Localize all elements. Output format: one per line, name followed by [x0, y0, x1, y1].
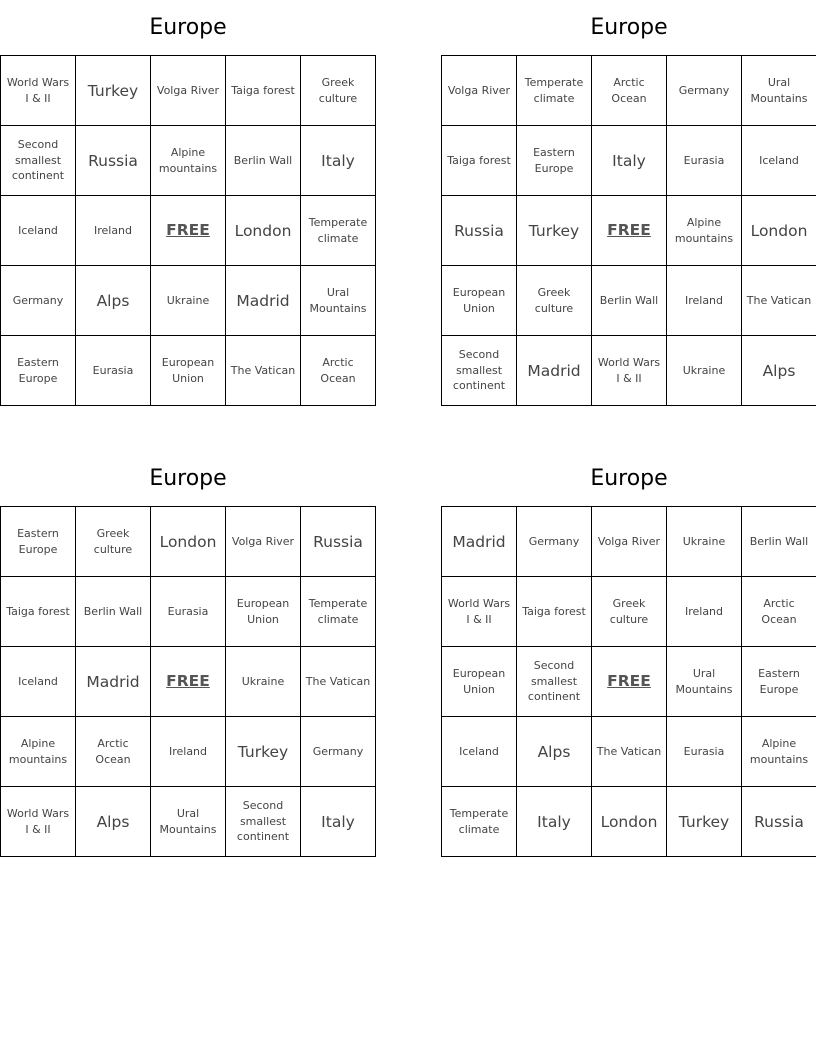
bingo-card-2 — [441, 0, 816, 406]
bingo-cell: London — [151, 507, 226, 577]
bingo-cell: Iceland — [442, 717, 517, 787]
bingo-cell: Turkey — [226, 717, 301, 787]
bingo-cell: Volga River — [226, 507, 301, 577]
card-title: Europe — [149, 15, 227, 40]
bingo-cell: Berlin Wall — [76, 577, 151, 647]
bingo-cell: World Wars I & II — [1, 56, 76, 126]
bingo-card-4 — [441, 451, 816, 857]
bingo-cell: Turkey — [667, 787, 742, 857]
bingo-cell: London — [226, 196, 301, 266]
bingo-cell: Taiga forest — [517, 577, 592, 647]
bingo-cell: World Wars I & II — [442, 577, 517, 647]
bingo-cell: Berlin Wall — [592, 266, 667, 336]
bingo-cell: Ireland — [667, 266, 742, 336]
bingo-cell: Turkey — [76, 56, 151, 126]
bingo-cell: Arctic Ocean — [592, 56, 667, 126]
bingo-cell: Alpine mountains — [742, 717, 816, 787]
bingo-cell: The Vatican — [592, 717, 667, 787]
bingo-cell: Arctic Ocean — [76, 717, 151, 787]
bingo-cell: Eurasia — [76, 336, 151, 406]
bingo-cell: Temperate climate — [517, 56, 592, 126]
bingo-grid — [441, 55, 816, 406]
bingo-cell: Ireland — [667, 577, 742, 647]
bingo-cell: Arctic Ocean — [301, 336, 376, 406]
bingo-cell: Madrid — [517, 336, 592, 406]
bingo-grid — [0, 506, 376, 857]
card-title: Europe — [590, 15, 668, 40]
bingo-cell: Ural Mountains — [667, 647, 742, 717]
bingo-cell: Alps — [76, 787, 151, 857]
bingo-cell: Alps — [76, 266, 151, 336]
bingo-cell: Eastern Europe — [1, 336, 76, 406]
bingo-grid — [0, 55, 376, 406]
bingo-cell: The Vatican — [742, 266, 816, 336]
bingo-cell: Italy — [517, 787, 592, 857]
bingo-cell: London — [592, 787, 667, 857]
bingo-cell: Alpine mountains — [151, 126, 226, 196]
bingo-cell: Iceland — [1, 196, 76, 266]
bingo-cell: Greek culture — [301, 56, 376, 126]
free-space-cell: FREE — [151, 196, 226, 266]
bingo-cell: Eurasia — [667, 126, 742, 196]
bingo-cell: Temperate climate — [301, 196, 376, 266]
bingo-cell: European Union — [226, 577, 301, 647]
bingo-cell: Italy — [592, 126, 667, 196]
bingo-cell: Ukraine — [667, 507, 742, 577]
bingo-cell: European Union — [442, 266, 517, 336]
bingo-cell: Second smallest continent — [517, 647, 592, 717]
bingo-cell: Iceland — [742, 126, 816, 196]
bingo-cell: Ural Mountains — [742, 56, 816, 126]
bingo-cell: Germany — [1, 266, 76, 336]
bingo-cell: Berlin Wall — [742, 507, 816, 577]
bingo-cell: Russia — [76, 126, 151, 196]
bingo-cell: Alpine mountains — [1, 717, 76, 787]
bingo-cell: Eurasia — [667, 717, 742, 787]
bingo-cell: The Vatican — [301, 647, 376, 717]
free-space-cell: FREE — [592, 196, 667, 266]
bingo-cell: European Union — [151, 336, 226, 406]
bingo-cell: World Wars I & II — [592, 336, 667, 406]
bingo-cell: Russia — [442, 196, 517, 266]
bingo-cell: Ireland — [151, 717, 226, 787]
bingo-cell: Ukraine — [151, 266, 226, 336]
bingo-cell: Italy — [301, 126, 376, 196]
bingo-cell: Alpine mountains — [667, 196, 742, 266]
bingo-cell: Alps — [742, 336, 816, 406]
bingo-cell: Italy — [301, 787, 376, 857]
bingo-cell: Eastern Europe — [1, 507, 76, 577]
bingo-cell: Arctic Ocean — [742, 577, 816, 647]
card-title: Europe — [149, 466, 227, 491]
bingo-cell: Volga River — [151, 56, 226, 126]
bingo-cell: London — [742, 196, 816, 266]
bingo-cell: Temperate climate — [442, 787, 517, 857]
bingo-cell: Temperate climate — [301, 577, 376, 647]
bingo-cell: Iceland — [1, 647, 76, 717]
bingo-cell: Germany — [301, 717, 376, 787]
bingo-card-1 — [0, 0, 376, 406]
bingo-cell: Second smallest continent — [442, 336, 517, 406]
bingo-cell: Second smallest continent — [1, 126, 76, 196]
bingo-cell: Madrid — [76, 647, 151, 717]
bingo-cell: Germany — [667, 56, 742, 126]
free-space-cell: FREE — [151, 647, 226, 717]
bingo-cell: Greek culture — [517, 266, 592, 336]
bingo-cell: Eastern Europe — [517, 126, 592, 196]
bingo-cell: Greek culture — [76, 507, 151, 577]
bingo-grid — [441, 506, 816, 857]
bingo-cell: European Union — [442, 647, 517, 717]
bingo-cell: Taiga forest — [226, 56, 301, 126]
bingo-cell: Russia — [301, 507, 376, 577]
bingo-cell: Volga River — [592, 507, 667, 577]
bingo-cell: Taiga forest — [1, 577, 76, 647]
bingo-cell: Eastern Europe — [742, 647, 816, 717]
bingo-cell: Ural Mountains — [151, 787, 226, 857]
bingo-cell: Berlin Wall — [226, 126, 301, 196]
bingo-cell: Ukraine — [226, 647, 301, 717]
bingo-cell: World Wars I & II — [1, 787, 76, 857]
bingo-cell: Madrid — [226, 266, 301, 336]
bingo-cell: Turkey — [517, 196, 592, 266]
bingo-cell: The Vatican — [226, 336, 301, 406]
bingo-cell: Ukraine — [667, 336, 742, 406]
bingo-cell: Volga River — [442, 56, 517, 126]
bingo-cell: Germany — [517, 507, 592, 577]
bingo-cell: Madrid — [442, 507, 517, 577]
card-title: Europe — [590, 466, 668, 491]
bingo-cell: Greek culture — [592, 577, 667, 647]
bingo-cell: Alps — [517, 717, 592, 787]
bingo-cell: Eurasia — [151, 577, 226, 647]
bingo-cell: Ural Mountains — [301, 266, 376, 336]
bingo-card-3 — [0, 451, 376, 857]
bingo-cell: Taiga forest — [442, 126, 517, 196]
bingo-cell: Ireland — [76, 196, 151, 266]
bingo-cell: Russia — [742, 787, 816, 857]
bingo-cell: Second smallest continent — [226, 787, 301, 857]
free-space-cell: FREE — [592, 647, 667, 717]
